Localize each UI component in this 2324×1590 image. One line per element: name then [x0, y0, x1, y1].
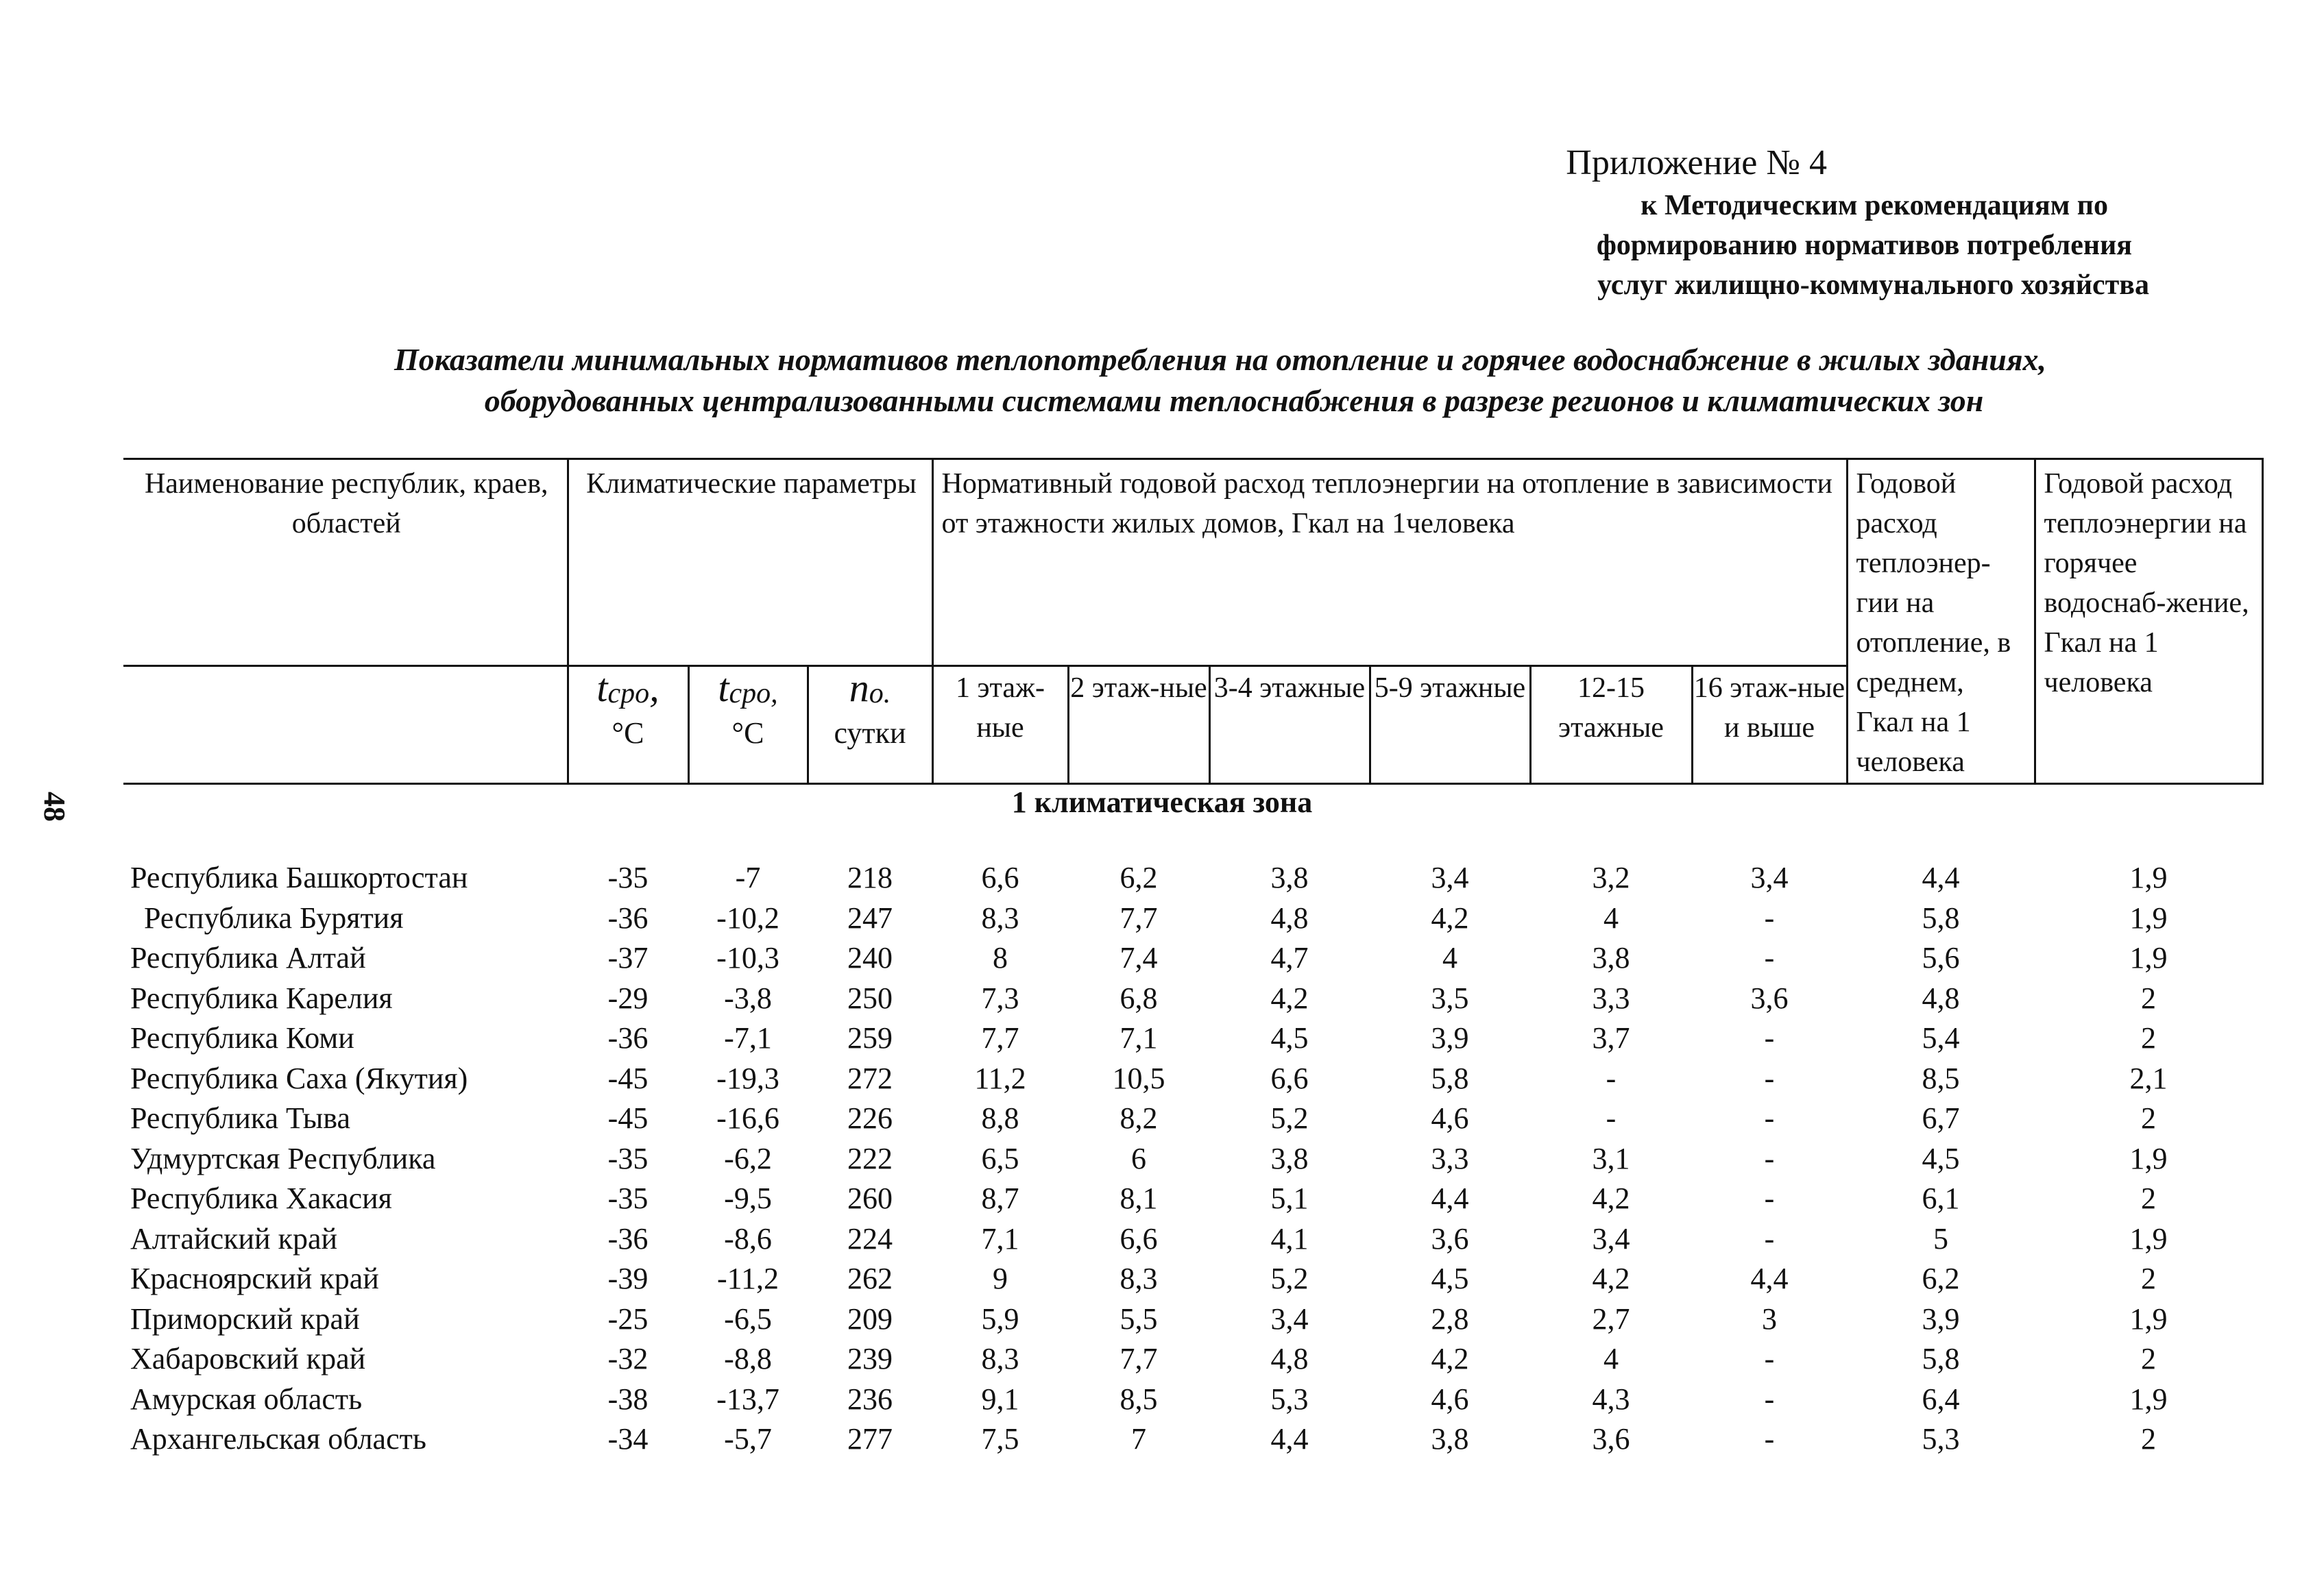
data-table [123, 858, 2262, 1460]
table-cell: 277 [847, 1422, 893, 1456]
table-row [123, 1339, 2262, 1380]
region-name: Республика Карелия [130, 981, 393, 1015]
region-name: Республика Башкортостан [130, 861, 468, 894]
table-cell: 8,3 [981, 1342, 1019, 1375]
table-cell: 4 [1603, 1342, 1619, 1375]
table-cell: 1,9 [2129, 1141, 2168, 1175]
table-cell: 11,2 [974, 1061, 1026, 1095]
table-cell: 8 [993, 941, 1008, 975]
table-row [123, 1018, 2262, 1059]
table-cell: 2 [2141, 1342, 2156, 1375]
table-cell: - [1606, 1061, 1617, 1095]
header-floors-5-9: 5-9 этажные [1370, 666, 1530, 784]
table-cell: 3,2 [1592, 861, 1630, 894]
table-cell: 3,5 [1431, 981, 1469, 1015]
table-cell: 3,9 [1431, 1021, 1469, 1055]
table-cell: - [1764, 1061, 1775, 1095]
table-cell: 6,5 [981, 1141, 1019, 1175]
table-cell: -16,6 [716, 1101, 779, 1135]
table-cell: -34 [607, 1422, 649, 1456]
table-cell: 6,8 [1119, 981, 1158, 1015]
document-title [261, 339, 2153, 421]
table-cell: -9,5 [724, 1182, 772, 1215]
table-cell: 6,7 [1922, 1101, 1960, 1135]
table-cell: 4,8 [1270, 901, 1309, 935]
table-cell: -45 [607, 1061, 649, 1095]
table-cell: 4,5 [1270, 1021, 1309, 1055]
table-cell: 260 [847, 1182, 893, 1215]
table-cell: - [1764, 1221, 1775, 1256]
appendix-ref-line-3: услуг жилищно-коммунального хозяйства [1597, 269, 2149, 301]
header-name: Наименование республик, краев, областей [123, 459, 568, 666]
table-cell: 7,4 [1119, 941, 1158, 975]
table-cell: 4,3 [1592, 1382, 1630, 1416]
table-cell: 4,2 [1592, 1262, 1630, 1295]
region-name: Амурская область [130, 1382, 363, 1416]
table-cell: 5,8 [1922, 901, 1960, 935]
header-annual-heating: Годовой расход теплоэнер-гии на отопление, в среднем, Гкал на 1 человека [1847, 459, 2035, 784]
region-name: Республика Алтай [130, 941, 366, 975]
table-cell: -38 [607, 1382, 649, 1416]
table-cell: 209 [847, 1301, 893, 1336]
page-number: 48 [38, 792, 71, 822]
table-cell: 272 [847, 1061, 893, 1095]
table-cell: 262 [847, 1262, 893, 1295]
table-cell: -45 [607, 1101, 649, 1135]
table-cell: 8,8 [981, 1101, 1019, 1135]
table-cell: 250 [847, 981, 893, 1015]
table-cell: 3,4 [1270, 1301, 1309, 1336]
table-cell: 2,1 [2129, 1061, 2168, 1095]
table-cell: 2 [2141, 1262, 2156, 1295]
table-row [123, 1419, 2262, 1460]
table-cell: 1,9 [2129, 1221, 2168, 1256]
table-cell: -10,3 [716, 941, 779, 975]
table-row [123, 1139, 2262, 1179]
table-cell: 3,9 [1922, 1301, 1960, 1336]
table-cell: 9 [993, 1262, 1008, 1295]
table-cell: 2 [2141, 981, 2156, 1015]
region-name: Удмуртская Республика [130, 1141, 436, 1175]
table-cell: -35 [607, 1182, 649, 1215]
table-cell: 3,6 [1431, 1221, 1469, 1256]
table-cell: 3,4 [1592, 1221, 1630, 1256]
header-floors-16-plus: 16 этаж-ные и выше [1692, 666, 1847, 784]
table-cell: 7,5 [981, 1422, 1019, 1456]
table-cell: - [1764, 941, 1775, 975]
table-cell: 6,4 [1922, 1382, 1960, 1416]
table-cell: - [1764, 1182, 1775, 1215]
table-cell: 3,1 [1592, 1141, 1630, 1175]
table-cell: -19,3 [716, 1061, 779, 1095]
table-cell: 2 [2141, 1422, 2156, 1456]
table-cell: 5,6 [1922, 941, 1960, 975]
table-cell: 7,7 [1119, 1342, 1158, 1375]
title-line-2: оборудованных централизованными системами теплоснабжения в разрезе регионов и климатических зон [484, 383, 1984, 418]
region-name: Архангельская область [130, 1422, 426, 1456]
table-cell: - [1764, 901, 1775, 935]
table-cell: 3,7 [1592, 1021, 1630, 1055]
table-cell: 3,3 [1592, 981, 1630, 1015]
table-cell: -36 [607, 1221, 649, 1256]
header-floors-12-15: 12-15 этажные [1530, 666, 1692, 784]
table-row [123, 858, 2262, 898]
header-climate: Климатические параметры [568, 459, 932, 666]
table-cell: 6,6 [981, 861, 1019, 894]
table-cell: 10,5 [1112, 1061, 1165, 1095]
appendix-ref-line-1: к Методическим рекомендациям по [1641, 190, 2108, 221]
table-cell: -11,2 [716, 1262, 779, 1295]
table-cell: 6,2 [1119, 861, 1158, 894]
table-cell: 4,4 [1431, 1182, 1469, 1215]
table-cell: 5,8 [1922, 1342, 1960, 1375]
table-row [123, 898, 2262, 939]
table-row [123, 1059, 2262, 1099]
table-cell: -3,8 [724, 981, 772, 1015]
table-cell: -5,7 [724, 1422, 772, 1456]
table-cell: 240 [847, 941, 893, 975]
table-cell: -32 [607, 1342, 649, 1375]
table-cell: 3,4 [1431, 861, 1469, 894]
table-cell: 6,2 [1922, 1262, 1960, 1295]
table-cell: -8,8 [724, 1342, 772, 1375]
table-cell: 3,8 [1270, 1141, 1309, 1175]
table-cell: 1,9 [2129, 861, 2168, 894]
table-cell: 7,1 [1119, 1021, 1158, 1055]
region-name: Республика Хакасия [130, 1182, 392, 1215]
table-cell: -36 [607, 1021, 649, 1055]
table-cell: 1,9 [2129, 941, 2168, 975]
table-cell: 3 [1762, 1301, 1777, 1336]
table-cell: 4,8 [1922, 981, 1960, 1015]
table-cell: 7,7 [981, 1021, 1019, 1055]
table-cell: 8,5 [1922, 1061, 1960, 1095]
table-cell: 5,9 [981, 1301, 1019, 1336]
region-name: Республика Саха (Якутия) [130, 1061, 468, 1095]
table-cell: 4 [1442, 941, 1457, 975]
table-cell: 8,3 [1119, 1262, 1158, 1295]
table-cell: 8,5 [1119, 1382, 1158, 1416]
table-cell: 6,6 [1119, 1221, 1158, 1256]
table-cell: -35 [607, 1141, 649, 1175]
table-cell: 1,9 [2129, 901, 2168, 935]
table-row [123, 1099, 2262, 1139]
table-cell: 4,2 [1592, 1182, 1630, 1215]
table-cell: 6,6 [1270, 1061, 1309, 1095]
table-cell: 3,8 [1431, 1422, 1469, 1456]
table-header [123, 458, 2264, 785]
table-cell: 6 [1131, 1141, 1146, 1175]
table-cell: 3,6 [1750, 981, 1789, 1015]
table-cell: -37 [607, 941, 649, 975]
table-cell: 7,3 [981, 981, 1019, 1015]
header-t-cpo-1: $t_{сро}$, °С [568, 666, 688, 784]
region-name: Алтайский край [130, 1221, 338, 1256]
table-row [123, 938, 2262, 979]
header-floors-3-4: 3-4 этажные [1209, 666, 1370, 784]
table-cell: 5,8 [1431, 1061, 1469, 1095]
table-cell: -6,2 [724, 1141, 772, 1175]
table-cell: 3,8 [1270, 861, 1309, 894]
table-cell: 8,3 [981, 901, 1019, 935]
zone-label: 1 климатическая зона [1011, 785, 1313, 819]
appendix-title: Приложение № 4 [1566, 143, 1827, 182]
header-t-cpo-2: $t_{сро,}$ °С [688, 666, 808, 784]
appendix-header [1566, 140, 2149, 305]
header-annual-hot-water: Годовой расход теплоэнергии на горячее водоснаб-жение, Гкал на 1 человека [2035, 459, 2262, 784]
table-row [123, 1219, 2262, 1260]
table-cell: 2,7 [1592, 1301, 1630, 1336]
table-cell: 5,3 [1270, 1382, 1309, 1416]
table-cell: 222 [847, 1141, 893, 1175]
table-cell: 5,3 [1922, 1422, 1960, 1456]
table-cell: -8,6 [724, 1221, 772, 1256]
table-cell: 4,7 [1270, 941, 1309, 975]
table-cell: 239 [847, 1342, 893, 1375]
table-cell: -39 [607, 1262, 649, 1295]
region-name: Республика Тыва [130, 1101, 351, 1135]
table-cell: 4,2 [1270, 981, 1309, 1015]
table-cell: 3,6 [1592, 1422, 1630, 1456]
table-cell: 5,2 [1270, 1262, 1309, 1295]
header-floors-2: 2 этаж-ные [1068, 666, 1209, 784]
table-cell: -36 [607, 901, 649, 935]
table-cell: 1,9 [2129, 1301, 2168, 1336]
table-cell: 7,1 [981, 1221, 1019, 1256]
table-cell: 4,6 [1431, 1101, 1469, 1135]
table-cell: 3,8 [1592, 941, 1630, 975]
table-cell: 5,1 [1270, 1182, 1309, 1215]
region-name: Хабаровский край [130, 1342, 366, 1375]
table-cell: 4,4 [1922, 861, 1960, 894]
table-cell: - [1764, 1021, 1775, 1055]
table-cell: - [1764, 1141, 1775, 1175]
table-cell: 2,8 [1431, 1301, 1469, 1336]
region-name: Республика Коми [130, 1021, 354, 1055]
region-name: Приморский край [130, 1301, 360, 1336]
table-cell: 2 [2141, 1021, 2156, 1055]
table-cell: 2 [2141, 1182, 2156, 1215]
table-cell: 4,4 [1270, 1422, 1309, 1456]
table-cell: 247 [847, 901, 893, 935]
table-cell: 7,7 [1119, 901, 1158, 935]
table-cell: 4,2 [1431, 1342, 1469, 1375]
table-cell: 4 [1603, 901, 1619, 935]
table-row [123, 1380, 2262, 1420]
table-cell: 4,5 [1922, 1141, 1960, 1175]
table-cell: 4,6 [1431, 1382, 1469, 1416]
table-cell: -6,5 [724, 1301, 772, 1336]
table-cell: 5,4 [1922, 1021, 1960, 1055]
header-normative: Нормативный годовой расход теплоэнергии на отопление в зависимости от этажности жилых домов, Гкал на 1человека [932, 459, 1847, 666]
table-cell: -7,1 [724, 1021, 772, 1055]
header-n-days: $n_{о.}$ сутки [808, 666, 932, 784]
table-cell: 4,2 [1431, 901, 1469, 935]
table-row [123, 1179, 2262, 1219]
region-name: Красноярский край [130, 1262, 379, 1295]
table-cell: 2 [2141, 1101, 2156, 1135]
table-cell: 1,9 [2129, 1382, 2168, 1416]
table-cell: 5 [1933, 1221, 1948, 1256]
table-cell: 5,2 [1270, 1101, 1309, 1135]
table-cell: 9,1 [981, 1382, 1019, 1416]
title-line-1: Показатели минимальных нормативов теплопотребления на отопление и горячее водоснабжение в жилых зданиях, [394, 342, 2047, 377]
table-cell: 226 [847, 1101, 893, 1135]
table-row [123, 1299, 2262, 1340]
table-cell: - [1764, 1422, 1775, 1456]
table-cell: 236 [847, 1382, 893, 1416]
table-cell: -13,7 [716, 1382, 779, 1416]
table-cell: 8,2 [1119, 1101, 1158, 1135]
table-cell: 3,4 [1750, 861, 1789, 894]
table-cell: 4,8 [1270, 1342, 1309, 1375]
table-cell: 8,1 [1119, 1182, 1158, 1215]
table-row [123, 979, 2262, 1019]
table-row [123, 1259, 2262, 1299]
table-cell: 5,5 [1119, 1301, 1158, 1336]
table-cell: -7 [735, 861, 761, 894]
table-cell: -10,2 [716, 901, 779, 935]
appendix-ref-line-2: формированию нормативов потребления [1596, 230, 2132, 261]
header-name-continued [123, 666, 568, 784]
table-cell: 259 [847, 1021, 893, 1055]
table-cell: - [1764, 1342, 1775, 1375]
table-cell: -29 [607, 981, 649, 1015]
table-cell: -25 [607, 1301, 649, 1336]
table-cell: 4,4 [1750, 1262, 1789, 1295]
table-cell: - [1764, 1101, 1775, 1135]
table-cell: 218 [847, 861, 893, 894]
table-cell: 7 [1131, 1422, 1146, 1456]
table-cell: 4,5 [1431, 1262, 1469, 1295]
table-cell: -35 [607, 861, 649, 894]
header-floors-1: 1 этаж-ные [932, 666, 1068, 784]
region-name: Республика Бурятия [144, 901, 404, 935]
table-cell: 6,1 [1922, 1182, 1960, 1215]
table-cell: 4,1 [1270, 1221, 1309, 1256]
table-cell: - [1606, 1101, 1617, 1135]
table-cell: 224 [847, 1221, 893, 1256]
table-cell: 3,3 [1431, 1141, 1469, 1175]
table-cell: 8,7 [981, 1182, 1019, 1215]
table-cell: - [1764, 1382, 1775, 1416]
